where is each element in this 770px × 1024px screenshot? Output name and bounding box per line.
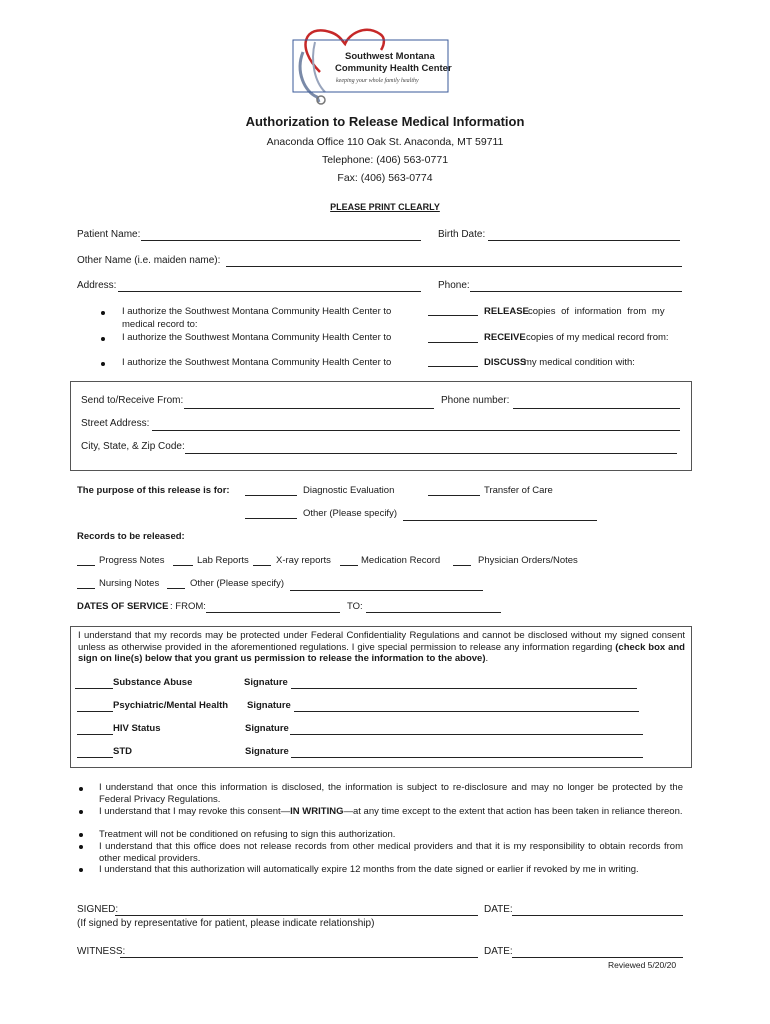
understand-expiration: I understand that this authorization will automatically expire 12 months from the date signed or earlier if revoked by me in writing.: [99, 864, 639, 875]
psychiatric-label: Psychiatric/Mental Health: [113, 700, 229, 711]
address-field[interactable]: [118, 291, 421, 292]
other-records-field[interactable]: [290, 590, 483, 591]
discuss-lead: I authorize the Southwest Montana Community Health Center to: [122, 357, 392, 368]
bullet-icon: [101, 362, 105, 366]
psychiatric-sig-label: Signature: [247, 700, 291, 711]
substance-abuse-label: Substance Abuse: [113, 677, 193, 688]
progress-blank[interactable]: [77, 565, 95, 566]
logo-name-line1: Southwest Montana: [345, 51, 435, 62]
std-signature[interactable]: [291, 757, 643, 758]
substance-abuse-checkbox[interactable]: [75, 688, 113, 689]
office-address: Anaconda Office 110 Oak St. Anaconda, MT 59711: [266, 136, 504, 148]
form-title: Authorization to Release Medical Information: [245, 114, 525, 129]
purpose-label: The purpose of this release is for:: [77, 485, 230, 496]
bullet-icon: [79, 787, 83, 791]
other-purpose-option: Other (Please specify): [303, 508, 397, 519]
signed-label: SIGNED:: [77, 904, 119, 915]
logo-name-line2: Community Health Center: [335, 63, 452, 74]
understand-treatment: Treatment will not be conditioned on refusing to sign this authorization.: [99, 829, 396, 840]
print-clearly-note: PLEASE PRINT CLEARLY: [330, 202, 440, 212]
discuss-blank[interactable]: [428, 366, 478, 367]
address-label: Address:: [77, 280, 117, 291]
dates-to-label: TO:: [347, 601, 363, 612]
confidentiality-text: I understand that my records may be protected under Federal Confidentiality Regulations and cannot be disclosed without my signed consent unless as otherwise provided in the aforementioned regulations. I give special permission to release any information regarding (check box and sign on line(s) below that you grant us permission to release the information to the above).: [78, 630, 685, 664]
receive-tail: copies of my medical record from:: [526, 332, 669, 343]
witness-label: WITNESS:: [77, 946, 126, 957]
send-receive-label: Send to/Receive From:: [81, 395, 184, 406]
receive-lead: I authorize the Southwest Montana Community Health Center to: [122, 332, 392, 343]
diagnostic-option: Diagnostic Evaluation: [303, 485, 395, 496]
substance-abuse-signature[interactable]: [291, 688, 637, 689]
city-state-zip-field[interactable]: [185, 453, 677, 454]
contact-phone-field[interactable]: [513, 408, 680, 409]
other-name-field[interactable]: [226, 266, 682, 267]
xray-reports-option: X-ray reports: [276, 555, 331, 566]
witness-field[interactable]: [120, 957, 478, 958]
physician-orders-option: Physician Orders/Notes: [478, 555, 578, 566]
other-purpose-blank[interactable]: [245, 518, 297, 519]
records-label: Records to be released:: [77, 531, 185, 542]
understand-revoke: I understand that I may revoke this consent—IN WRITING—at any time except to the extent that action has been taken in reliance thereon.: [99, 806, 683, 817]
release-lead-2: medical record to:: [122, 319, 198, 330]
dates-of-service-label: DATES OF SERVICE: [77, 601, 169, 612]
receive-blank[interactable]: [428, 342, 478, 343]
date-field-1[interactable]: [512, 915, 683, 916]
lab-blank[interactable]: [173, 565, 193, 566]
birth-date-field[interactable]: [488, 240, 680, 241]
understand-redisclosure: I understand that once this information is disclosed, the information is subject to re-disclosure and may no longer be protected by the Federal Privacy Regulations.: [99, 782, 683, 805]
nursing-blank[interactable]: [77, 588, 95, 589]
patient-name-field[interactable]: [141, 240, 421, 241]
release-blank[interactable]: [428, 315, 478, 316]
medication-blank[interactable]: [340, 565, 358, 566]
lab-reports-option: Lab Reports: [197, 555, 249, 566]
bullet-icon: [79, 845, 83, 849]
birth-date-label: Birth Date:: [438, 229, 486, 240]
bullet-icon: [101, 311, 105, 315]
dates-to-field[interactable]: [366, 612, 501, 613]
other-records-blank[interactable]: [167, 588, 185, 589]
understand-other-providers: I understand that this office does not release records from other medical providers and that it is my responsibility to obtain records from other medical providers.: [99, 841, 683, 864]
bullet-icon: [79, 868, 83, 872]
street-address-field[interactable]: [152, 430, 680, 431]
send-receive-field[interactable]: [184, 408, 434, 409]
std-sig-label: Signature: [245, 746, 289, 757]
nursing-notes-option: Nursing Notes: [99, 578, 160, 589]
other-name-label: Other Name (i.e. maiden name):: [77, 255, 221, 266]
reviewed-date: Reviewed 5/20/20: [608, 960, 677, 970]
discuss-word: DISCUSS: [484, 357, 527, 368]
bullet-icon: [79, 833, 83, 837]
bullet-icon: [101, 337, 105, 341]
hiv-status-signature[interactable]: [290, 734, 643, 735]
dates-from-label: : FROM:: [170, 601, 206, 612]
progress-notes-option: Progress Notes: [99, 555, 165, 566]
physician-blank[interactable]: [453, 565, 471, 566]
dates-from-field[interactable]: [206, 612, 340, 613]
hiv-status-checkbox[interactable]: [77, 734, 113, 735]
date-label-2: DATE:: [484, 946, 513, 957]
office-fax: Fax: (406) 563-0774: [337, 172, 433, 184]
release-lead: I authorize the Southwest Montana Community Health Center to: [122, 306, 392, 317]
substance-abuse-sig-label: Signature: [244, 677, 288, 688]
bullet-icon: [79, 810, 83, 814]
city-state-zip-label: City, State, & Zip Code:: [81, 441, 185, 452]
hiv-status-label: HIV Status: [113, 723, 161, 734]
psychiatric-checkbox[interactable]: [77, 711, 113, 712]
signed-field[interactable]: [115, 915, 478, 916]
diagnostic-blank[interactable]: [245, 495, 297, 496]
xray-blank[interactable]: [253, 565, 271, 566]
discuss-tail: my medical condition with:: [524, 357, 635, 368]
std-label: STD: [113, 746, 132, 757]
std-checkbox[interactable]: [77, 757, 113, 758]
release-tail: copies of information from my: [528, 306, 665, 317]
other-records-option: Other (Please specify): [190, 578, 284, 589]
transfer-blank[interactable]: [428, 495, 480, 496]
patient-name-label: Patient Name:: [77, 229, 141, 240]
contact-phone-label: Phone number:: [441, 395, 510, 406]
phone-label: Phone:: [438, 280, 470, 291]
logo-tagline: keeping your whole family healthy: [336, 78, 419, 84]
date-field-2[interactable]: [512, 957, 683, 958]
street-address-label: Street Address:: [81, 418, 150, 429]
transfer-option: Transfer of Care: [484, 485, 553, 496]
representative-note: (If signed by representative for patient, please indicate relationship): [77, 918, 375, 929]
release-word: RELEASE: [484, 306, 529, 317]
date-label-1: DATE:: [484, 904, 513, 915]
psychiatric-signature[interactable]: [294, 711, 639, 712]
receive-word: RECEIVE: [484, 332, 526, 343]
other-purpose-field[interactable]: [403, 520, 597, 521]
hiv-status-sig-label: Signature: [245, 723, 289, 734]
medication-record-option: Medication Record: [361, 555, 441, 566]
phone-field[interactable]: [470, 291, 682, 292]
office-telephone: Telephone: (406) 563-0771: [321, 154, 449, 166]
